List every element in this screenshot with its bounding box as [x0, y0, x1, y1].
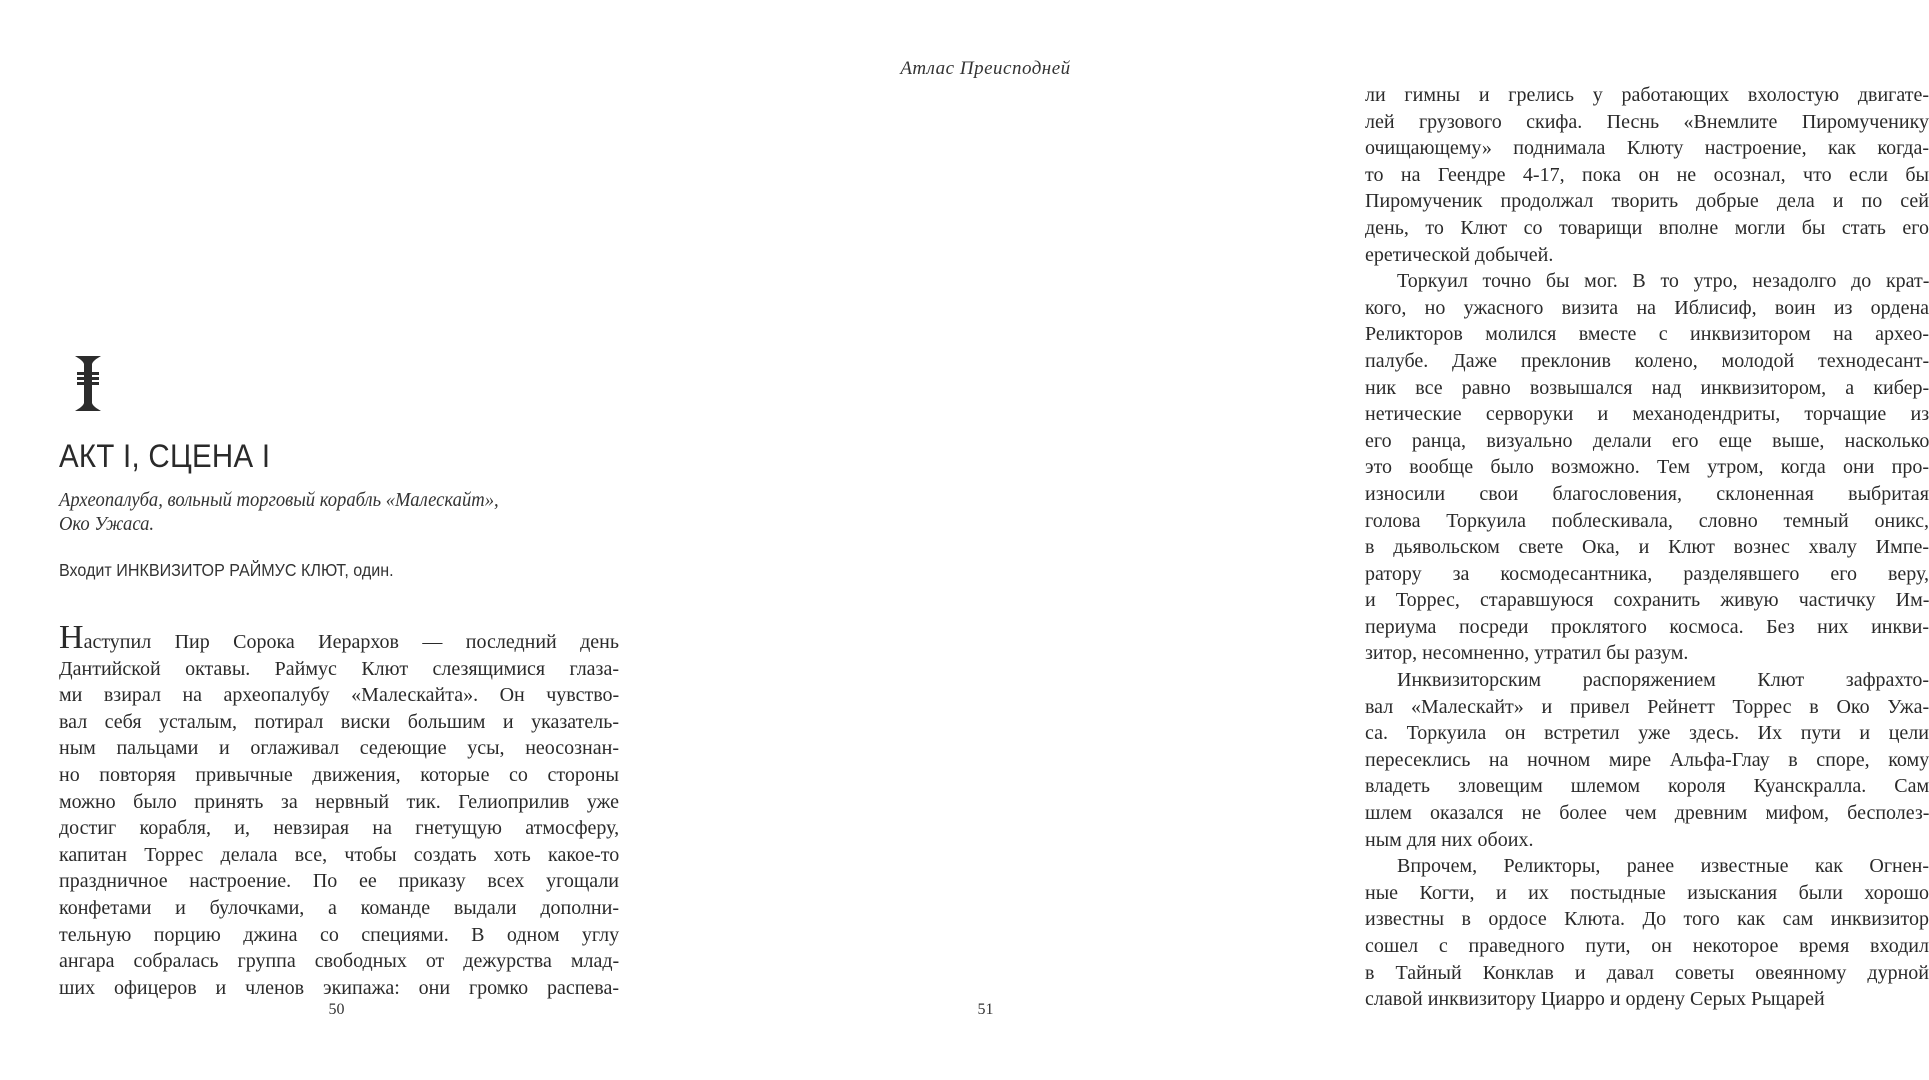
- text-line: но повторяя привычные движения, которые со стороны: [59, 763, 619, 786]
- page-number-left: 50: [328, 1001, 345, 1018]
- text-line: в Тайный Конклав и давал советы овеянному дурной: [1365, 961, 1929, 984]
- text-line: ангара собралась группа свободных от дежурства млад-: [59, 950, 620, 973]
- text-line: праздничное настроение. По ее приказу всех угощали: [59, 870, 619, 893]
- text-line: капитан Торрес делала все, чтобы создать хоть какое-то: [59, 843, 620, 866]
- text-line: шлем оказался не более чем древним мифом, бесполез-: [1365, 802, 1929, 825]
- text-line: в дьявольском свете Ока, и Клют вознес хвалу Импе-: [1365, 536, 1929, 559]
- text-line: известны в ордосе Клюта. До того как сам инквизитор: [1365, 908, 1929, 931]
- text-line: ми взирал на археопалубу «Малескайта». Он чувство-: [59, 684, 620, 707]
- setting-line: Археопалуба, вольный торговый корабль «Малескайт»,: [59, 489, 499, 511]
- text-line: кого, но ужасного визита на Иблисиф, воин из ордена: [1365, 296, 1929, 319]
- text-line: день, то Клют со товарищи вполне могли бы стать его: [1365, 216, 1929, 239]
- left-page: [0, 0, 657, 1080]
- text-line: зитор, несомненно, утратил бы разум.: [1365, 642, 1689, 665]
- page-number-right: 51: [977, 1001, 994, 1018]
- text-line: очищающему» поднимала Клюту настроение, как когда-: [1365, 137, 1929, 160]
- text-line: периума посреди проклятого космоса. Без них инкви-: [1365, 615, 1929, 638]
- text-line: то на Геендре 4-17, пока он не осознал, что если бы: [1365, 163, 1929, 186]
- first-line: [59, 619, 619, 656]
- text-line: тельную порцию джина со специями. В одном углу: [59, 923, 620, 946]
- text-line: ших офицеров и членов экипажа: они громко распева-: [59, 976, 620, 999]
- text-line: славой инквизитору Циарро и ордену Серых Рыцарей: [1365, 988, 1825, 1011]
- text-line: и Торрес, старавшуюся сохранить живую частичку Им-: [1365, 589, 1929, 612]
- text-line: са. Торкуила он встретил уже здесь. Их пути и цели: [1365, 722, 1929, 745]
- scene-setting: [59, 488, 580, 536]
- text-line: износили свои благословения, склоненная выбритая: [1365, 482, 1929, 505]
- paragraph: [1365, 667, 1929, 853]
- roman-numeral-one-ornament-icon: [74, 355, 102, 412]
- text-line: вал себя усталым, потирал виски большим и указатель-: [59, 710, 619, 733]
- text-line: Торкуил точно бы мог. В то утро, незадолго до крат-: [1397, 270, 1929, 293]
- right-page: [657, 0, 1929, 1080]
- text-line: пересеклись на ночном мире Альфа-Глау в споре, кому: [1365, 748, 1929, 771]
- text-line: ным пальцами и оглаживал седеющие усы, неосознан-: [59, 737, 619, 760]
- paragraph: [1365, 853, 1929, 1013]
- text-line: его ранца, визуально делали его еще выше, насколько: [1365, 429, 1929, 452]
- text-line: голова Торкуила поблескивала, словно темный оникс,: [1365, 509, 1929, 532]
- text-line: ник все равно возвышался над инквизитором, а кибер-: [1365, 376, 1929, 399]
- paragraph: [1365, 268, 1929, 667]
- text-line: Пиромученик продолжал творить добрые дела и по сей: [1365, 190, 1929, 213]
- text-line: палубе. Даже преклонив колено, молодой технодесант-: [1365, 349, 1929, 372]
- setting-line: Око Ужаса.: [59, 513, 155, 535]
- first-line-text: аступил Пир Сорока Иерархов — последний день: [83, 631, 619, 653]
- text-line: ные Когти, и их постыдные изыскания были хорошо: [1365, 881, 1929, 904]
- text-line: Инквизиторским распоряжением Клют зафрахто-: [1397, 669, 1929, 692]
- stage-direction: Входит ИНКВИЗИТОР РАЙМУС КЛЮТ, один.: [59, 560, 394, 580]
- text-line: нетические серворуки и механодендриты, торчащие из: [1365, 403, 1929, 426]
- text-line: владеть зловещим шлемом короля Куанскралла. Сам: [1365, 775, 1929, 798]
- text-line: это вообще было возможно. Тем утром, когда они про-: [1365, 456, 1929, 479]
- text-line: ным для них обоих.: [1365, 828, 1534, 851]
- text-line: Дантийской октавы. Раймус Клют слезящимися глаза-: [59, 657, 619, 680]
- running-head: Атлас Преисподней: [900, 58, 1071, 79]
- body-text-left: [59, 619, 620, 1001]
- text-line: ли гимны и грелись у работающих вхолостую двигате-: [1365, 84, 1929, 106]
- paragraph: [1365, 82, 1929, 268]
- text-line: конфетами и булочками, а команде выдали дополни-: [59, 896, 619, 919]
- text-line: ратору за космодесантника, разделявшего его веру,: [1365, 562, 1929, 585]
- text-line: еретической добычей.: [1365, 243, 1554, 266]
- body-text-right: [1365, 82, 1929, 1013]
- text-line: Впрочем, Реликторы, ранее известные как Огнен-: [1397, 855, 1929, 878]
- act-scene-title: АКТ I, СЦЕНА I: [59, 438, 271, 474]
- drop-cap: Н: [59, 619, 84, 656]
- text-line: сошел с праведного пути, он некоторое время входил: [1365, 935, 1929, 957]
- text-line: лей грузового скифа. Песнь «Внемлите Пиромученику: [1365, 110, 1929, 133]
- text-line: Реликторов молился вместе с инквизитором на архео-: [1365, 323, 1929, 346]
- text-line: достиг корабля, и, невзирая на гнетущую атмосферу,: [59, 817, 620, 840]
- text-line: можно было принять за нервный тик. Гелиоприлив уже: [59, 790, 619, 813]
- text-line: вал «Малескайт» и привел Рейнетт Торрес в Око Ужа-: [1365, 695, 1929, 718]
